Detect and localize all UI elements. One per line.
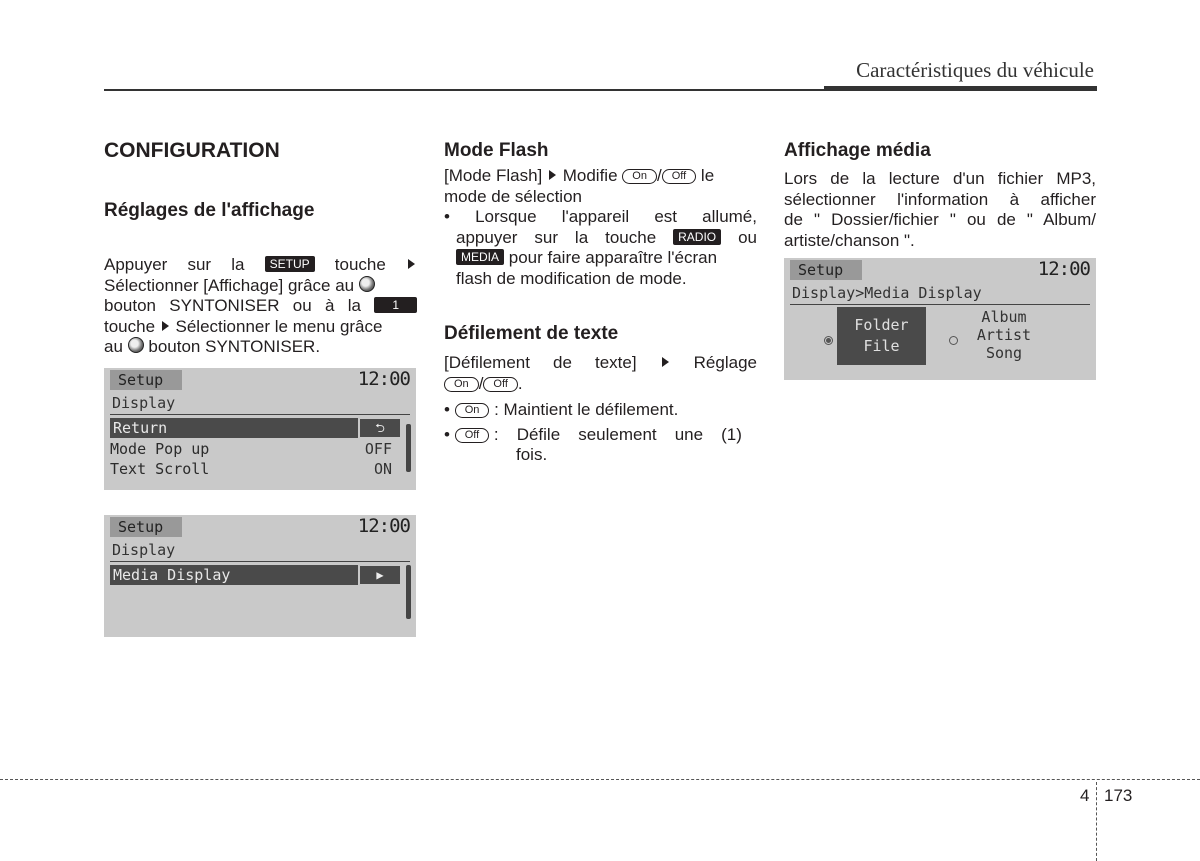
arrow-right-icon [162, 321, 169, 331]
media-display-paragraph: Lors de la lecture d'un fichier MP3, sélectionner l'information à afficher de " Dossier/fichier " ou de " Album/ artiste/chanson ". [784, 169, 1096, 250]
arrow-right-icon [549, 170, 556, 180]
display-settings-paragraph: Appuyer sur la SETUP touche Sélectionner [Affichage] grâce au bouton SYNTONISER ou à la 1 touche Sélectionner le menu grâce au bouton SYNTONISER. [104, 255, 417, 358]
screen-clock: 12:00 [357, 515, 410, 537]
radio-album-artist-song[interactable] [949, 336, 958, 345]
screen-clock: 12:00 [1037, 258, 1090, 280]
radio-folder-file[interactable] [824, 336, 833, 345]
subsection-heading: Défilement de texte [444, 323, 619, 344]
on-pill: On [622, 169, 657, 184]
chevron-right-icon[interactable]: ▶ [360, 566, 400, 584]
screen-clock: 12:00 [357, 368, 410, 390]
running-header: Caractéristiques du véhicule [856, 58, 1094, 82]
subsection-heading: Affichage média [784, 140, 931, 161]
option-folder-file[interactable]: Folder File [837, 307, 926, 365]
off-pill: Off [483, 377, 517, 392]
media-key: MEDIA [456, 249, 504, 265]
arrow-right-icon [662, 357, 669, 367]
menu-value: ON [373, 460, 392, 478]
footer-divider [1096, 782, 1097, 861]
scrollbar[interactable] [406, 565, 411, 619]
chapter-number: 4 [1080, 786, 1090, 805]
tune-knob-icon [128, 337, 144, 353]
preset-1-key: 1 [374, 297, 417, 313]
mode-flash-paragraph: [Mode Flash] Modifie On / Off le mode de sélection • Lorsque l'appareil est allumé, appuyer sur la touche RADIO ou MEDIA pour faire apparaître l'écran flash de modification de mode. [444, 166, 757, 288]
screen-divider [110, 414, 410, 415]
radio-key: RADIO [673, 229, 721, 245]
setup-media-display-screen [104, 515, 416, 637]
screen-divider [110, 561, 410, 562]
screen-divider [790, 304, 1090, 305]
media-display-screen [784, 258, 1096, 380]
screen-path: Display [112, 394, 176, 412]
text-scroll-paragraph: [Défilement de texte] Réglage On / Off . • On : Maintient le défilement. • Off : Défile seulement une (1) fois. [444, 353, 757, 464]
menu-row-text-scroll[interactable]: Text Scroll [110, 460, 210, 478]
on-pill: On [455, 403, 490, 418]
option-album-artist-song[interactable]: Album Artist Song [976, 308, 1032, 362]
arrow-right-icon [408, 259, 415, 269]
tune-knob-icon [359, 276, 375, 292]
screen-tab: Setup [110, 517, 182, 537]
footer-rule [0, 779, 1200, 780]
screen-path: Display>Media Display [792, 284, 982, 302]
off-pill: Off [455, 428, 489, 443]
screen-tab: Setup [110, 370, 182, 390]
scrollbar[interactable] [406, 424, 411, 472]
off-pill: Off [662, 169, 696, 184]
screen-tab: Setup [790, 260, 862, 280]
menu-row-media-display[interactable]: Media Display [110, 565, 358, 585]
section-heading: CONFIGURATION [104, 139, 280, 162]
page-number: 173 [1104, 786, 1133, 805]
on-pill: On [444, 377, 479, 392]
subsection-heading: Réglages de l'affichage [104, 200, 315, 221]
screen-path: Display [112, 541, 176, 559]
return-icon[interactable]: ⮌ [360, 419, 400, 437]
subsection-heading: Mode Flash [444, 140, 549, 161]
setup-display-screen [104, 368, 416, 490]
menu-row-return[interactable]: Return [110, 418, 358, 438]
header-rule-accent [824, 86, 1097, 91]
menu-row-mode-popup[interactable]: Mode Pop up [110, 440, 210, 458]
setup-key: SETUP [265, 256, 315, 272]
menu-value: OFF [364, 440, 392, 458]
